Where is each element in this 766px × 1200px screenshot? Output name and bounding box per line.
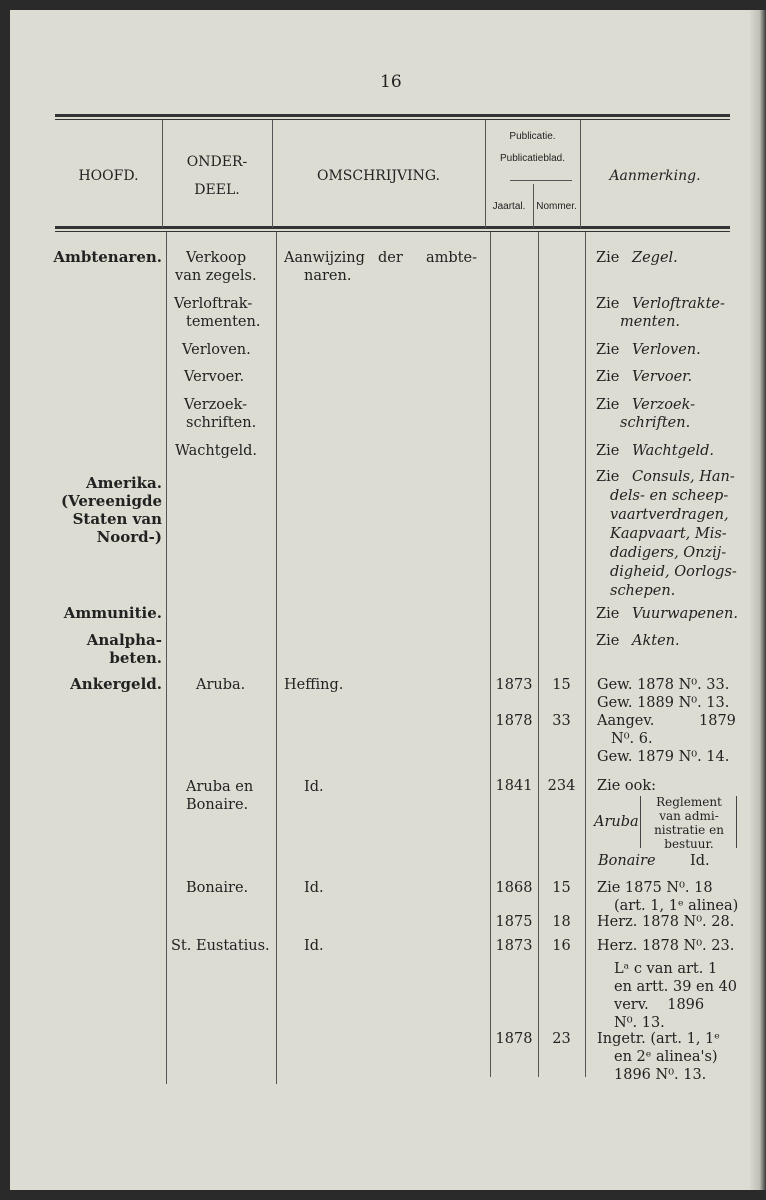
r15-rem-3: en artt. 39 en 40 (614, 979, 738, 995)
r13-rem-1: Zie 1875 N⁰. 18 (597, 880, 713, 896)
header-onderdeel-2: DEEL. (194, 182, 240, 198)
r5-zie: Zie (596, 397, 620, 413)
header-rule-thick (55, 226, 730, 229)
r7-zie: Zie (596, 469, 620, 485)
r4-ref: Vervoer. (632, 369, 693, 385)
r1-desc-c: ambte- (426, 250, 477, 266)
publicatieblad-underline (510, 180, 572, 181)
r3-sub: Verloven. (182, 342, 251, 358)
r11-no: 33 (552, 713, 571, 729)
r15-desc: Id. (304, 938, 324, 954)
head-ammunitie: Ammunitie. (63, 604, 162, 622)
r12-no: 234 (547, 778, 576, 794)
page-number: 16 (380, 72, 402, 92)
col-line-1 (162, 120, 163, 228)
r3-ref: Verloven. (632, 342, 701, 358)
r5-sub-2: schriften. (186, 415, 257, 431)
r7-ref-3: vaartverdragen, (610, 507, 729, 523)
r6-sub: Wachtgeld. (175, 443, 257, 459)
r15-year: 1873 (495, 938, 533, 954)
r2-sub-2: tementen. (186, 314, 261, 330)
r9-zie: Zie (596, 633, 620, 649)
header-rule-thin (55, 231, 730, 232)
r10-no: 15 (552, 677, 571, 693)
r11-rem-2: N⁰. 6. (611, 731, 653, 747)
header-jaartal: Jaartal. (492, 201, 526, 212)
r12-aruba: Aruba (594, 814, 639, 830)
r12-desc: Id. (304, 779, 324, 795)
r15-rem-4: verv. 1896 (614, 997, 705, 1013)
r1-desc-2: naren. (304, 268, 352, 284)
r16-no: 23 (552, 1031, 571, 1047)
r14-rem: Herz. 1878 N⁰. 28. (597, 914, 735, 930)
r12-brace-left (640, 796, 647, 848)
header-onderdeel-1: ONDER- (186, 154, 248, 170)
head-amerika-2: (Vereenigde (60, 492, 162, 510)
r5-ref-1: Verzoek- (632, 397, 696, 413)
r12-bracket-3: nistratie en (654, 823, 724, 837)
r15-rem-5: N⁰. 13. (614, 1015, 665, 1031)
r15-sub: St. Eustatius. (171, 938, 270, 954)
col-line-5-body (585, 232, 586, 1077)
top-rule-thin (55, 119, 730, 120)
r7-ref-7: schepen. (610, 583, 676, 599)
r6-ref: Wachtgeld. (632, 443, 714, 459)
r1-ref: Zegel. (632, 250, 678, 266)
header-omschrijving: OMSCHRIJVING. (316, 168, 441, 184)
head-amerika-3: Staten van (72, 510, 162, 528)
r7-ref-6: digheid, Oorlogs- (610, 564, 737, 580)
header-hoofd: HOOFD. (78, 168, 139, 184)
r8-ref: Vuurwapenen. (632, 606, 738, 622)
r15-no: 16 (552, 938, 571, 954)
r15-rem-1: Herz. 1878 N⁰. 23. (597, 938, 735, 954)
r12-sub-2: Bonaire. (186, 797, 249, 813)
r14-no: 18 (552, 914, 571, 930)
r5-sub-1: Verzoek- (184, 397, 248, 413)
r3-zie: Zie (596, 342, 620, 358)
r11-rem-1b: 1879 (699, 713, 736, 729)
r8-zie: Zie (596, 606, 620, 622)
page-edge (750, 10, 766, 1190)
r7-ref-4: Kaapvaart, Mis- (610, 526, 727, 542)
r4-sub: Vervoer. (184, 369, 245, 385)
r16-rem-2: en 2ᵉ alinea's) (614, 1049, 718, 1065)
r12-brace-right (730, 796, 737, 848)
header-publicatie: Publicatie. (509, 131, 556, 142)
r13-desc: Id. (304, 880, 324, 896)
col-line-1-body (166, 232, 167, 1084)
r16-year: 1878 (495, 1031, 533, 1047)
r2-zie: Zie (596, 296, 620, 312)
r13-no: 15 (552, 880, 571, 896)
r6-zie: Zie (596, 443, 620, 459)
head-ambtenaren: Ambtenaren. (53, 248, 162, 266)
r2-sub-1: Verloftrak- (174, 296, 253, 312)
head-amerika-1: Amerika. (86, 474, 162, 492)
r13-sub: Bonaire. (186, 880, 249, 896)
r14-year: 1875 (495, 914, 533, 930)
r15-rem-2: Lᵃ c van art. 1 (614, 961, 718, 977)
r9-ref: Akten. (632, 633, 680, 649)
r10-desc: Heffing. (284, 677, 344, 693)
r12-bracket-1: Reglement (656, 795, 722, 809)
r12-bracket-4: bestuur. (664, 837, 714, 851)
r2-ref-2: menten. (620, 314, 681, 330)
r12-bonaire: Bonaire (598, 853, 656, 869)
r1-desc-a: Aanwijzing (284, 250, 365, 266)
r11-year: 1878 (495, 713, 533, 729)
r10-sub: Aruba. (196, 677, 246, 693)
r16-rem-1: Ingetr. (art. 1, 1ᵉ (597, 1031, 720, 1047)
header-aanmerking: Aanmerking. (609, 168, 701, 184)
r7-ref-1: Consuls, Han- (632, 469, 735, 485)
r1-sub-2: van zegels. (175, 268, 257, 284)
r10-rem-1: Gew. 1878 N⁰. 33. (597, 677, 730, 693)
top-rule-thick (55, 114, 730, 117)
r7-ref-2: dels- en scheep- (610, 488, 729, 504)
head-ankergeld: Ankergeld. (70, 675, 162, 693)
r16-rem-3: 1896 N⁰. 13. (614, 1067, 707, 1083)
header-publicatieblad: Publicatieblad. (499, 153, 566, 164)
head-amerika-4: Noord-) (96, 528, 162, 546)
r12-id: Id. (690, 853, 710, 869)
r12-rem-1: Zie ook: (597, 778, 657, 794)
r10-rem-2: Gew. 1889 N⁰. 13. (597, 695, 730, 711)
r11-rem-3: Gew. 1879 N⁰. 14. (597, 749, 730, 765)
r1-zie: Zie (596, 250, 620, 266)
r1-sub-1: Verkoop (186, 250, 247, 266)
r1-desc-b: der (378, 250, 403, 266)
r4-zie: Zie (596, 369, 620, 385)
r12-bracket-2: van admi- (659, 809, 719, 823)
r13-rem-2: (art. 1, 1ᵉ alinea) (614, 898, 739, 914)
r11-rem-1a: Aangev. (597, 713, 655, 729)
r12-year: 1841 (495, 778, 533, 794)
r12-sub-1: Aruba en (186, 779, 254, 795)
r2-ref-1: Verloftrakte- (632, 296, 725, 312)
header-nommer: Nommer. (536, 201, 577, 212)
head-analphabeten-2: beten. (109, 649, 162, 667)
r13-year: 1868 (495, 880, 533, 896)
head-analphabeten-1: Analpha- (86, 631, 162, 649)
r7-ref-5: dadigers, Onzij- (610, 545, 727, 561)
r10-year: 1873 (495, 677, 533, 693)
col-line-2-body (276, 232, 277, 1084)
r5-ref-2: schriften. (620, 415, 691, 431)
